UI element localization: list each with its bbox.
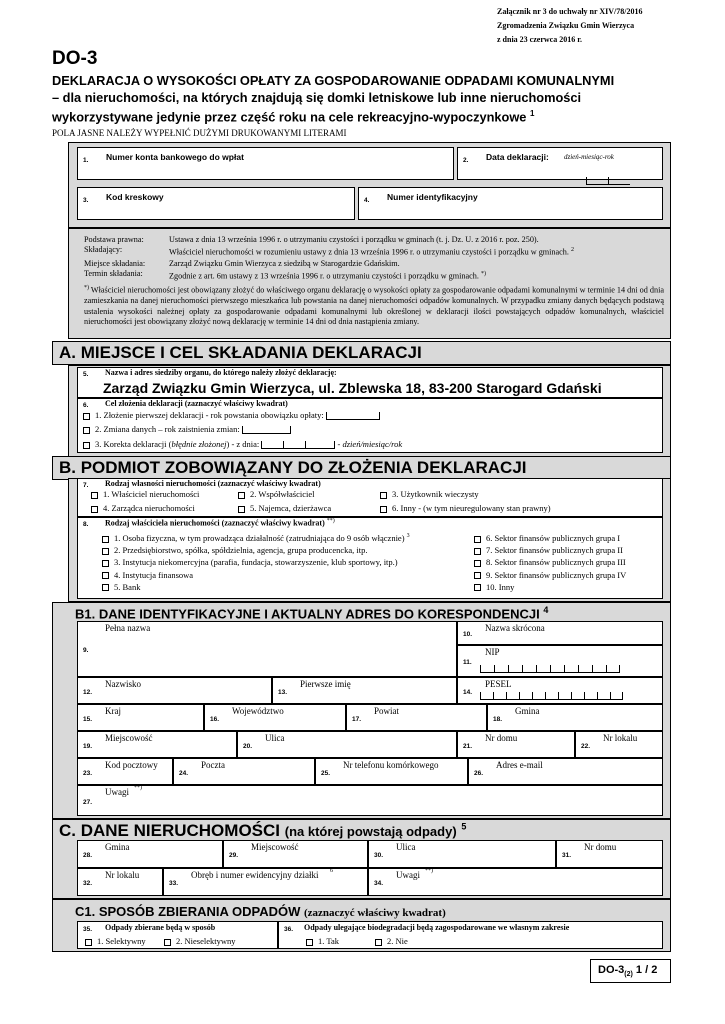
checkbox-icon[interactable]: [375, 939, 382, 946]
footer-code: DO-3: [598, 964, 625, 976]
checkbox-icon[interactable]: [83, 413, 90, 420]
checkbox-icon[interactable]: [102, 572, 109, 579]
legal-label: Podstawa prawna:: [84, 235, 144, 244]
field-number: 6.: [83, 402, 89, 409]
note-sup: *): [84, 285, 89, 292]
digit-boxes: [480, 682, 623, 700]
legal-label: Składający:: [84, 245, 123, 255]
bank-account-field[interactable]: [77, 147, 454, 180]
ownership-option[interactable]: [380, 503, 551, 513]
field-label: Powiat: [374, 706, 400, 716]
year-box[interactable]: [242, 426, 291, 434]
section-b1-sup: 4: [543, 605, 549, 615]
field-sup: **): [326, 518, 335, 524]
owner-type-option[interactable]: [474, 545, 623, 555]
option-label: 5. Bank: [114, 581, 141, 592]
year-box[interactable]: [326, 412, 380, 420]
option-label: 2. Nie: [387, 936, 408, 946]
page-number: 1 / 2: [635, 964, 658, 976]
title-sup: 1: [529, 109, 535, 118]
option-label: 4. Zarządca nieruchomości: [103, 503, 195, 513]
option-label: 3. Użytkownik wieczysty: [392, 489, 479, 499]
field-number: 26.: [474, 770, 484, 777]
option-label: 8. Sektor finansów publicznych grupa III: [486, 557, 626, 568]
voivodeship-field[interactable]: [204, 704, 346, 731]
legal-sup: *): [480, 270, 486, 277]
checkbox-icon[interactable]: [102, 548, 109, 555]
property-parcel-field[interactable]: [163, 868, 368, 896]
field-label: Data deklaracji:: [486, 152, 549, 162]
title-line-3: wykorzystywane jedynie przez część roku na cele rekreacyjno-wypoczynkowe: [52, 109, 527, 125]
field-label: Nr domu: [584, 842, 617, 852]
legal-label: Miejsce składania:: [84, 258, 146, 268]
field-number: 28.: [83, 852, 93, 859]
field-label: NIP: [485, 647, 500, 657]
authority-address-value: Zarząd Związku Gmin Wierzyca, ul. Zblewska 18, 83-200 Starogard Gdański: [103, 380, 602, 396]
property-house-number-field[interactable]: [556, 840, 663, 868]
pesel-field[interactable]: [457, 677, 663, 704]
field-label: Odpady ulegające biodegradacji będą zagospodarowane we własnym zakresie: [304, 923, 570, 932]
field-sup: 6: [330, 868, 333, 874]
collection-option-selective[interactable]: [85, 936, 146, 946]
ownership-option[interactable]: [238, 489, 315, 499]
option-label: 2. Nieselektywny: [176, 936, 236, 946]
checkbox-icon[interactable]: [102, 536, 109, 543]
section-b1-title: B1. DANE IDENTYFIKACYJNE I AKTUALNY ADRES DO KORESPONDENCJI: [75, 606, 540, 622]
legal-rows: [84, 235, 664, 327]
owner-type-option[interactable]: [474, 570, 626, 580]
municipality-field[interactable]: [487, 704, 663, 731]
street-field[interactable]: [237, 731, 457, 758]
field-number: 4.: [364, 197, 370, 204]
field-number: 9.: [83, 647, 89, 654]
checkbox-icon[interactable]: [306, 939, 313, 946]
field-label: Nr domu: [485, 733, 518, 743]
field-label: Miejscowość: [251, 842, 299, 852]
property-apartment-field[interactable]: [77, 868, 163, 896]
option-label: 4. Instytucja finansowa: [114, 569, 194, 580]
checkbox-icon[interactable]: [85, 939, 92, 946]
field-number: 10.: [463, 631, 473, 638]
section-c1-title: C1. SPOSÓB ZBIERANIA ODPADÓW: [75, 904, 301, 919]
short-name-field[interactable]: [457, 621, 663, 645]
checkbox-icon[interactable]: [474, 584, 481, 591]
section-a-header: [52, 341, 671, 365]
field-number: 31.: [562, 852, 572, 859]
field-number: 22.: [581, 743, 591, 750]
field-number: 3.: [83, 197, 89, 204]
ownership-option[interactable]: [91, 503, 195, 513]
mobile-phone-field[interactable]: [315, 758, 468, 785]
legal-text: Właściciel nieruchomości w rozumieniu ustawy z dnia 13 września 1996 r. o utrzymaniu czystości i porządku w gminach.: [169, 248, 569, 258]
checkbox-icon[interactable]: [238, 492, 245, 499]
annex-line-1: Załącznik nr 3 do uchwały nr XIV/78/2016: [497, 7, 643, 16]
section-a-title: A. MIEJSCE I CEL SKŁADANIA DEKLARACJI: [59, 343, 422, 362]
purpose-option-2[interactable]: [83, 424, 291, 434]
section-c-subtitle: (na której powstają odpady): [284, 824, 457, 839]
field-label: Pierwsze imię: [300, 679, 351, 689]
field-label: Rodzaj własności nieruchomości (zaznaczyć właściwy kwadrat): [105, 479, 321, 488]
purpose-option-3[interactable]: [83, 439, 402, 449]
title-line-2: – dla nieruchomości, na których znajdują się domki letniskowe lub inne nieruchomości: [52, 89, 582, 105]
checkbox-icon[interactable]: [380, 506, 387, 513]
legal-text: Zgodnie z art. 6m ustawy z 13 września 1996 r. o utrzymaniu czystości i porządku w gminach.: [169, 271, 479, 281]
annex-line-2: Zgromadzenia Związku Gmin Wierzyca: [497, 21, 635, 30]
field-number: 16.: [210, 716, 220, 723]
page-footer-box: [590, 959, 671, 983]
locality-field[interactable]: [77, 731, 237, 758]
option-label: 6. Sektor finansów publicznych grupa I: [486, 533, 621, 543]
field-label: Adres e-mail: [496, 760, 543, 770]
field-label: Nazwa skrócona: [485, 623, 545, 633]
owner-type-option[interactable]: [102, 533, 410, 543]
option-label: 9. Sektor finansów publicznych grupa IV: [486, 569, 627, 580]
instruction: POLA JASNE NALEŻY WYPEŁNIĆ DUŻYMI DRUKOWANYMI LITERAMI: [52, 128, 347, 138]
field-number: 25.: [321, 770, 331, 777]
owner-type-option[interactable]: [102, 570, 193, 580]
field-sup: **): [425, 868, 433, 874]
checkbox-icon[interactable]: [380, 492, 387, 499]
purpose-option-1[interactable]: [83, 410, 380, 420]
field-label: Numer identyfikacyjny: [387, 192, 478, 202]
field-label: Numer konta bankowego do wpłat: [106, 152, 244, 162]
checkbox-icon[interactable]: [474, 548, 481, 555]
field-label: Poczta: [201, 760, 225, 770]
checkbox-icon[interactable]: [83, 427, 90, 434]
option-label: 2. Zmiana danych – rok zaistnienia zmian:: [95, 424, 240, 434]
field-label: Uwagi: [105, 787, 129, 797]
field-label: Nr lokalu: [603, 733, 638, 743]
property-remarks-field[interactable]: [368, 868, 663, 896]
owner-type-option[interactable]: [474, 557, 626, 567]
field-label: Nr telefonu komórkowego: [343, 760, 439, 770]
title-line-1: DEKLARACJA O WYSOKOŚCI OPŁATY ZA GOSPODAROWANIE ODPADAMI KOMUNALNYMI: [52, 73, 615, 88]
ownership-type-field: [77, 478, 663, 517]
owner-type-option[interactable]: [102, 557, 398, 567]
option-label: 6. Inny - (w tym nieuregulowany stan prawny): [392, 503, 551, 513]
section-c-sup: 5: [461, 821, 467, 832]
property-locality-field[interactable]: [223, 840, 368, 868]
field-label: Nr lokalu: [105, 870, 140, 880]
declaration-date-field[interactable]: [457, 147, 663, 180]
barcode-field: [77, 187, 355, 220]
postal-code-field[interactable]: [77, 758, 173, 785]
field-label: Odpady zbierane będą w sposób: [105, 923, 216, 932]
field-number: 5.: [83, 371, 89, 378]
field-number: 21.: [463, 743, 473, 750]
field-label: Gmina: [515, 706, 540, 716]
property-street-field[interactable]: [368, 840, 556, 868]
nip-field[interactable]: [457, 645, 663, 677]
legal-sup: 2: [570, 247, 574, 254]
checkbox-icon[interactable]: [91, 506, 98, 513]
field-number: 30.: [374, 852, 384, 859]
field-number: 15.: [83, 716, 93, 723]
option-label: 2. Przedsiębiorstwo, spółka, spółdzielnia, agencja, grupa producencka, itp.: [114, 545, 368, 556]
option-label: 1. Selektywny: [97, 936, 146, 946]
field-number: 2.: [463, 157, 469, 164]
date-hint: - dzień/miesiąc/rok: [337, 439, 403, 449]
field-number: 14.: [463, 689, 473, 696]
field-label: Nazwisko: [105, 679, 141, 689]
section-b-header: [52, 456, 671, 480]
field-label: Kraj: [105, 706, 121, 716]
legal-text: Zarząd Związku Gmin Wierzyca z siedzibą w Starogardzie Gdańskim.: [169, 258, 400, 268]
option-label: 7. Sektor finansów publicznych grupa II: [486, 545, 623, 556]
authority-address-field: [77, 367, 663, 398]
owner-type-option[interactable]: [474, 533, 620, 543]
field-number: 12.: [83, 689, 93, 696]
ownership-option[interactable]: [91, 489, 199, 499]
field-label: Kod pocztowy: [105, 760, 158, 770]
annex-note: [497, 5, 643, 47]
field-number: 19.: [83, 743, 93, 750]
field-sup: **): [134, 785, 142, 791]
property-municipality-field[interactable]: [77, 840, 223, 868]
field-label: Uwagi: [396, 870, 420, 880]
full-name-field[interactable]: [77, 621, 457, 677]
field-number: 35.: [83, 926, 93, 933]
first-name-field[interactable]: [272, 677, 457, 704]
field-label: Kod kreskowy: [106, 192, 164, 202]
ownership-option[interactable]: [380, 489, 479, 499]
field-number: 36.: [284, 926, 294, 933]
option-label-italic: błędnie złożonej: [171, 439, 227, 449]
field-number: 1.: [83, 157, 89, 164]
page-title: [52, 73, 692, 126]
checkbox-icon[interactable]: [238, 506, 245, 513]
checkbox-icon[interactable]: [102, 584, 109, 591]
owner-type-option[interactable]: [102, 545, 368, 555]
field-number: 27.: [83, 799, 93, 806]
option-sup: 3: [406, 533, 410, 540]
section-b-title: B. PODMIOT ZOBOWIĄZANY DO ZŁOŻENIA DEKLARACJI: [59, 458, 527, 477]
option-label: 1. Tak: [318, 936, 339, 946]
email-field[interactable]: [468, 758, 663, 785]
field-number: 8.: [83, 521, 89, 528]
field-label: Nazwa i adres siedziby organu, do którego należy złożyć deklarację:: [105, 368, 337, 377]
checkbox-icon[interactable]: [102, 560, 109, 567]
field-number: 20.: [243, 743, 253, 750]
field-number: 7.: [83, 482, 89, 489]
option-label: 3. Instytucja niekomercyjna (parafia, fundacja, stowarzyszenie, klub sportowy, itp.): [114, 557, 398, 568]
county-field[interactable]: [346, 704, 487, 731]
legal-label: Termin składania:: [84, 268, 143, 278]
option-label: 10. Inny: [486, 581, 515, 592]
field-label: Cel złożenia deklaracji (zaznaczyć właściwy kwadrat): [105, 399, 288, 408]
post-office-field[interactable]: [173, 758, 315, 785]
checkbox-icon[interactable]: [474, 572, 481, 579]
field-number: 33.: [169, 880, 179, 887]
country-field[interactable]: [77, 704, 204, 731]
digit-boxes: [480, 655, 620, 673]
field-number: 34.: [374, 880, 384, 887]
owner-type-field: [77, 517, 663, 599]
section-c-title: C. DANE NIERUCHOMOŚCI: [59, 821, 281, 840]
footer-code-sub: (2): [624, 971, 633, 979]
declaration-purpose-field: [77, 398, 663, 453]
field-number: 29.: [229, 852, 239, 859]
collection-option-nonselective[interactable]: [164, 936, 236, 946]
field-label: Miejscowość: [105, 733, 153, 743]
checkbox-icon[interactable]: [83, 442, 90, 449]
house-number-field[interactable]: [457, 731, 575, 758]
date-hint: dzień-miesiąc-rok: [564, 153, 614, 161]
field-number: 13.: [278, 689, 288, 696]
field-number: 24.: [179, 770, 189, 777]
field-number: 18.: [493, 716, 503, 723]
checkbox-icon[interactable]: [474, 560, 481, 567]
surname-field[interactable]: [77, 677, 272, 704]
field-number: 32.: [83, 880, 93, 887]
field-label: PESEL: [485, 679, 512, 689]
option-label: 2. Współwłaściciel: [250, 489, 315, 499]
biodegradable-field: [278, 921, 663, 949]
field-number: 11.: [463, 659, 472, 666]
identification-number-field[interactable]: [358, 187, 663, 220]
field-label: Województwo: [232, 706, 284, 716]
option-label: 1. Złożenie pierwszej deklaracji - rok powstania obowiązku opłaty:: [95, 410, 324, 420]
remarks-field[interactable]: [77, 785, 663, 816]
checkbox-icon[interactable]: [474, 536, 481, 543]
option-label: 3. Korekta deklaracji (: [95, 439, 172, 449]
option-label: 1. Osoba fizyczna, w tym prowadząca działalność (zatrudniająca do 9 osób włącznie): [114, 533, 405, 543]
legal-info-box: [68, 228, 671, 339]
legal-text: Ustawa z dnia 13 września 1996 r. o utrzymaniu czystości i porządku w gminach (t. j. Dz. U. z 2016 r. poz. 250).: [169, 235, 539, 244]
field-label: Ulica: [265, 733, 285, 743]
collection-method-field: [77, 921, 278, 949]
apartment-number-field[interactable]: [575, 731, 663, 758]
owner-type-option[interactable]: [102, 582, 140, 592]
ownership-option[interactable]: [238, 503, 331, 513]
field-label: Obręb i numer ewidencyjny działki: [191, 870, 319, 880]
option-label: 5. Najemca, dzierżawca: [250, 503, 332, 513]
field-label: Ulica: [396, 842, 416, 852]
checkbox-icon[interactable]: [164, 939, 171, 946]
owner-type-option[interactable]: [474, 582, 514, 592]
biodegradable-option-no[interactable]: [375, 936, 408, 946]
form-code: DO-3: [52, 48, 98, 69]
field-number: 23.: [83, 770, 93, 777]
checkbox-icon[interactable]: [91, 492, 98, 499]
option-label-tail: ) - z dnia:: [226, 439, 260, 449]
field-label: Gmina: [105, 842, 130, 852]
annex-line-3: z dnia 23 czerwca 2016 r.: [497, 35, 583, 44]
option-label: 1. Właściciel nieruchomości: [103, 489, 200, 499]
field-number: 17.: [352, 716, 362, 723]
section-c1-subtitle: (zaznaczyć właściwy kwadrat): [303, 907, 446, 919]
field-label: Pełna nazwa: [105, 623, 151, 633]
biodegradable-option-yes[interactable]: [306, 936, 339, 946]
field-label: Rodzaj właściciela nieruchomości (zaznaczyć właściwy kwadrat): [105, 518, 325, 528]
legal-note: Właściciel nieruchomości jest obowiązany złożyć do właściwego organu deklarację o wysokości opłaty za gospodarowanie odpadami komunalnymi w terminie 14 dni od dnia zamieszkania na danej nieruchomości pierwszego mieszkańca lub powstania na danej nieruchomości odpadów komunalnych. W przypadku zmiany danych będących podstawą ustalenia wysokości należnej opłaty za gospodarowanie odpadami komunalnymi lub określonej w deklaracji ilości powstających odpadów komunalnych, właściciel nieruchomości jest obowiązany złożyć nową deklarację w terminie 14 dni od dnia nastąpienia zmiany.: [84, 285, 664, 327]
